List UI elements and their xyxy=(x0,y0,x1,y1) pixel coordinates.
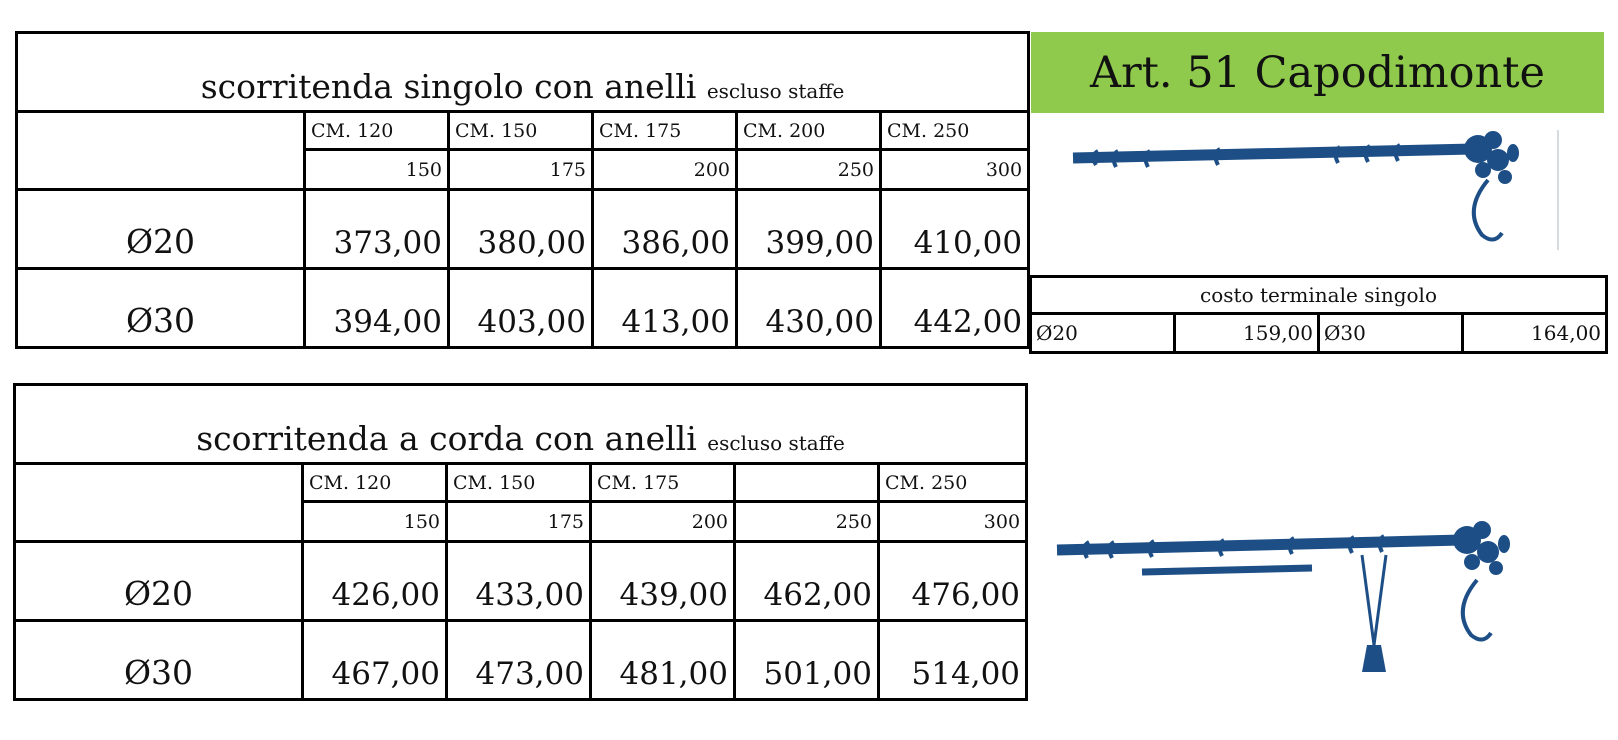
price-cell: 410,00 xyxy=(881,190,1029,269)
price-cell: 394,00 xyxy=(305,269,449,348)
terminal-d30-value: 164,00 xyxy=(1463,314,1607,353)
pull-cord xyxy=(1362,555,1386,645)
cm-header: CM. 150 xyxy=(449,112,593,150)
price-cell: 430,00 xyxy=(737,269,881,348)
cm-header: CM. 250 xyxy=(879,464,1027,502)
cm-header: CM. 200 xyxy=(737,112,881,150)
cm-header: CM. 150 xyxy=(447,464,591,502)
table-row xyxy=(1031,314,1607,353)
terminal-title: costo terminale singolo xyxy=(1031,277,1607,314)
cm-header: CM. 175 xyxy=(593,112,737,150)
price-cell: 481,00 xyxy=(591,621,735,700)
size-cell: 200 xyxy=(593,150,737,190)
price-cell: 426,00 xyxy=(303,542,447,621)
size-cell: 175 xyxy=(449,150,593,190)
terminal-d30-label: Ø30 xyxy=(1319,314,1463,353)
table-title-main: scorritenda singolo con anelli xyxy=(200,67,697,106)
size-cell: 250 xyxy=(737,150,881,190)
table-title-note: escluso staffe xyxy=(706,79,845,103)
table-title xyxy=(17,33,1029,112)
table-row xyxy=(15,621,1027,700)
price-cell: 476,00 xyxy=(879,542,1027,621)
price-cell: 514,00 xyxy=(879,621,1027,700)
diameter-label: Ø20 xyxy=(15,542,303,621)
table-row xyxy=(17,190,1029,269)
diameter-label: Ø20 xyxy=(17,190,305,269)
size-cell: 250 xyxy=(735,502,879,542)
table-title-note: escluso staffe xyxy=(707,431,845,455)
curtain-rod-single-image xyxy=(1068,125,1568,260)
cord-weight xyxy=(1362,645,1386,672)
terminal-d20-label: Ø20 xyxy=(1031,314,1175,353)
table-row xyxy=(17,269,1029,348)
cord-slider xyxy=(1142,568,1312,572)
price-cell: 439,00 xyxy=(591,542,735,621)
header-empty-cell xyxy=(15,464,303,542)
price-cell: 380,00 xyxy=(449,190,593,269)
cm-header: CM. 120 xyxy=(305,112,449,150)
header-empty-cell xyxy=(17,112,305,190)
size-cell: 150 xyxy=(305,150,449,190)
table-title-main: scorritenda a corda con anelli xyxy=(196,419,697,458)
price-table-cord xyxy=(13,383,1028,701)
price-cell: 386,00 xyxy=(593,190,737,269)
price-cell: 462,00 xyxy=(735,542,879,621)
table-row xyxy=(15,542,1027,621)
size-cell: 200 xyxy=(591,502,735,542)
terminal-cost-table xyxy=(1029,275,1608,354)
price-cell: 373,00 xyxy=(305,190,449,269)
diameter-label: Ø30 xyxy=(15,621,303,700)
cm-header: CM. 250 xyxy=(881,112,1029,150)
decorative-finial xyxy=(1464,131,1519,184)
cm-header: CM. 175 xyxy=(591,464,735,502)
price-cell: 433,00 xyxy=(447,542,591,621)
size-cell: 300 xyxy=(879,502,1027,542)
terminal-d20-value: 159,00 xyxy=(1175,314,1319,353)
cm-header xyxy=(735,464,879,502)
table-title xyxy=(15,385,1027,464)
price-cell: 403,00 xyxy=(449,269,593,348)
cm-header: CM. 120 xyxy=(303,464,447,502)
price-cell: 442,00 xyxy=(881,269,1029,348)
diameter-label: Ø30 xyxy=(17,269,305,348)
price-cell: 399,00 xyxy=(737,190,881,269)
decorative-finial xyxy=(1453,521,1510,575)
rod-bar xyxy=(1073,149,1473,158)
price-cell: 467,00 xyxy=(303,621,447,700)
article-title-banner: Art. 51 Capodimonte xyxy=(1031,32,1604,113)
size-cell: 300 xyxy=(881,150,1029,190)
rod-bar xyxy=(1057,540,1462,550)
price-cell: 473,00 xyxy=(447,621,591,700)
price-table-single xyxy=(15,31,1030,349)
size-cell: 150 xyxy=(303,502,447,542)
curtain-rod-cord-image xyxy=(1052,520,1532,680)
price-cell: 501,00 xyxy=(735,621,879,700)
size-cell: 175 xyxy=(447,502,591,542)
price-cell: 413,00 xyxy=(593,269,737,348)
